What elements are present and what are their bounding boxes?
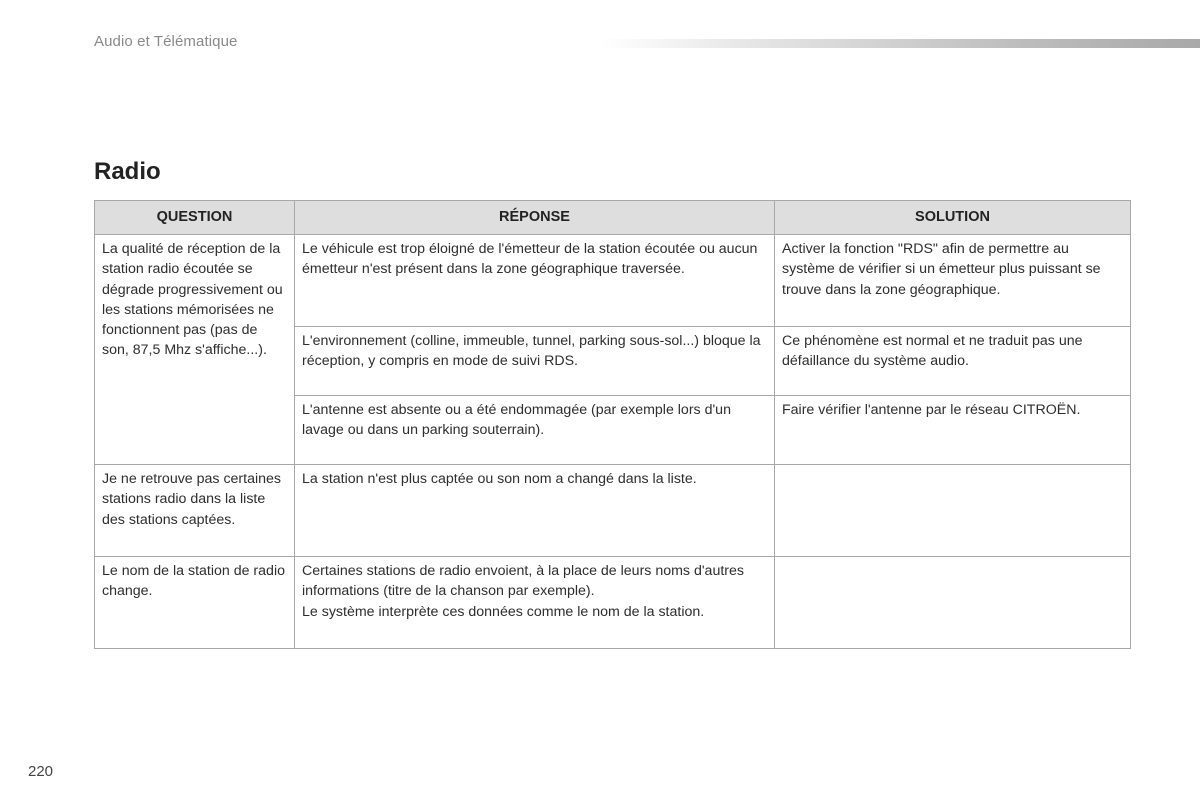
- page-number: 220: [28, 763, 54, 780]
- reponse-cell: Le véhicule est trop éloigné de l'émetteur de la station écoutée ou aucun émetteur n'est présent dans la zone géographique traversée.: [295, 235, 775, 327]
- troubleshooting-table: [94, 200, 1131, 649]
- column-header-question: QUESTION: [95, 201, 295, 235]
- question-cell: Le nom de la station de radio change.: [95, 557, 295, 649]
- solution-cell: Activer la fonction "RDS" afin de permettre au système de vérifier si un émetteur plus puissant se trouve dans la zone géographique.: [775, 235, 1131, 327]
- table-row: [95, 235, 1131, 327]
- reponse-line: Le système interprète ces données comme le nom de la station.: [302, 603, 705, 620]
- reponse-line: Certaines stations de radio envoient, à la place de leurs noms d'autres informations (titre de la chanson par exemple).: [302, 563, 744, 600]
- table-header-row: [95, 201, 1131, 235]
- reponse-cell: L'environnement (colline, immeuble, tunnel, parking sous-sol...) bloque la réception, y compris en mode de suivi RDS.: [295, 327, 775, 396]
- table-row: [95, 465, 1131, 557]
- column-header-solution: SOLUTION: [775, 201, 1131, 235]
- section-title: Radio: [94, 158, 161, 185]
- table-row: [95, 557, 1131, 649]
- question-cell: Je ne retrouve pas certaines stations radio dans la liste des stations captées.: [95, 465, 295, 557]
- reponse-cell: La station n'est plus captée ou son nom a changé dans la liste.: [295, 465, 775, 557]
- header-decorative-bar: [600, 39, 1200, 48]
- reponse-cell: L'antenne est absente ou a été endommagée (par exemple lors d'un lavage ou dans un parking souterrain).: [295, 396, 775, 465]
- solution-cell: Ce phénomène est normal et ne traduit pas une défaillance du système audio.: [775, 327, 1131, 396]
- reponse-cell: [295, 557, 775, 649]
- column-header-reponse: RÉPONSE: [295, 201, 775, 235]
- solution-cell: Faire vérifier l'antenne par le réseau CITROËN.: [775, 396, 1131, 465]
- question-cell: La qualité de réception de la station radio écoutée se dégrade progressivement ou les stations mémorisées ne fonctionnent pas (pas de son, 87,5 Mhz s'affiche...).: [95, 235, 295, 465]
- solution-cell: [775, 465, 1131, 557]
- header-title: Audio et Télématique: [94, 33, 238, 50]
- solution-cell: [775, 557, 1131, 649]
